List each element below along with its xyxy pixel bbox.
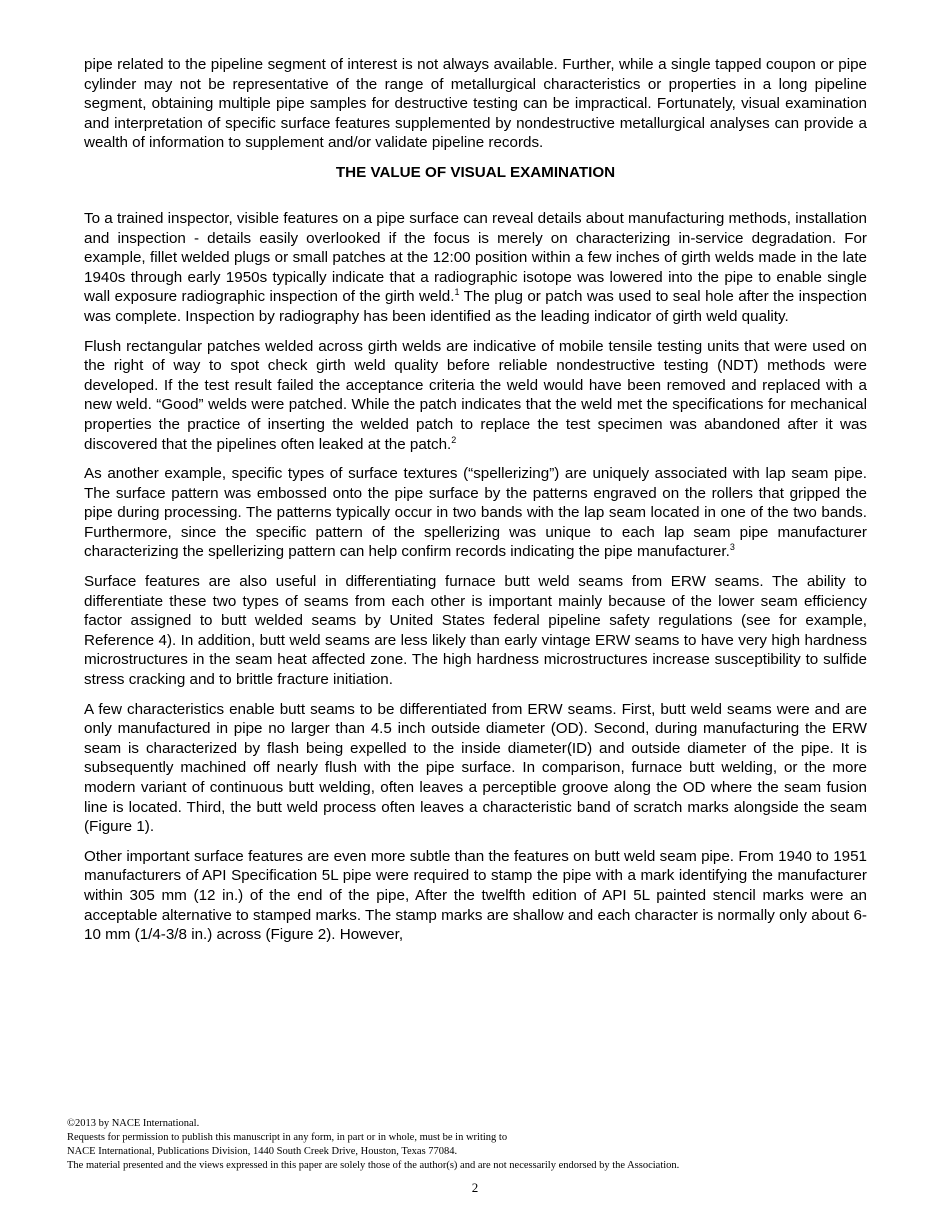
page-footer	[67, 1117, 887, 1173]
paragraph-tensile-patches	[84, 337, 867, 455]
paragraph-radiography	[84, 209, 867, 327]
footnote-ref-2[interactable]: 2	[451, 434, 457, 445]
footnote-ref-3[interactable]: 3	[729, 542, 735, 553]
footnote-ref-1[interactable]: 1	[454, 287, 460, 298]
paragraph-intro	[84, 55, 867, 153]
paragraph-text: pipe related to the pipeline segment of interest is not always available. Further, while a single tapped coupon or pipe cylinder may not be representative of the range of metallurgical characteristics or properties in a long pipeline segment, obtaining multiple pipe samples for destructive testing can be impractical. Fortunately, visual examination and interpretation of specific surface features supplemented by nondestructive metallurgical analyses can provide a wealth of information to supplement and/or validate pipeline records.	[84, 56, 867, 152]
page-number: 2	[471, 1180, 479, 1195]
footer-copyright: ©2013 by NACE International.	[67, 1118, 200, 1129]
paragraph-stamp-marks	[84, 847, 867, 945]
paragraph-text: Other important surface features are even more subtle than the features on butt weld seam pipe. From 1940 to 1951 manufacturers of API Specification 5L pipe were required to stamp the pipe with a mark identifying the manufacturer within 305 mm (12 in.) of the end of the pipe, After the twelfth edition of API 5L painted stencil marks were an acceptable alternative to stamped marks. The stamp marks are shallow and each character is normally only about 6-10 mm (1/4-3/8 in.) across (Figure 2). However,	[84, 847, 867, 944]
paragraph-butt-seam-characteristics	[84, 700, 867, 837]
paragraph-text: As another example, specific types of surface textures (“spellerizing”) are uniquely associated with lap seam pipe. The surface pattern was embossed onto the pipe surface by the patterns engraved on the rollers that gripped the pipe during processing. The patterns typically occur in two bands with the lap seam located in one of the two bands. Furthermore, since the specific pattern of the spellerizing was unique to each lap seam pipe manufacturer characterizing the spellerizing pattern can help confirm records indicating the pipe manufacturer.	[84, 465, 867, 561]
paragraph-spellerizing	[84, 464, 867, 562]
footer-address: NACE International, Publications Division, 1440 South Creek Drive, Houston, Texas 77084.	[67, 1146, 458, 1157]
paragraph-text: A few characteristics enable butt seams to be differentiated from ERW seams. First, butt weld seams were and are only manufactured in pipe no larger than 4.5 inch outside diameter (OD). Second, during manufacturing the ERW seam is characterized by flash being expelled to the inside diameter(ID) and outside diameter of the pipe. It is subsequently machined off nearly flush with the pipe surface. In comparison, furnace butt welding, or the more modern variant of continuous butt welding, often leaves a perceptible groove along the OD where the seam fusion line is located. Third, the butt weld process often leaves a characteristic band of scratch marks alongside the seam (Figure 1).	[84, 700, 867, 836]
paragraph-text-continued: The plug or patch was used to seal hole after the inspection was complete. Inspection by radiography has been identified as the leading indicator of girth weld quality.	[84, 288, 867, 325]
paragraph-text: To a trained inspector, visible features on a pipe surface can reveal details about manufacturing methods, installation and inspection - details easily overlooked if the focus is merely on characterizing in-service degradation. For example, fillet welded plugs or small patches at the 12:00 position within a few inches of girth welds made in the late 1940s through early 1950s typically indicate that a radiographic isotope was lowered into the pipe to enable single wall exposure radiographic inspection of the girth weld.	[84, 209, 867, 306]
paragraph-text: Flush rectangular patches welded across girth welds are indicative of mobile tensile testing units that were used on the right of way to spot check girth weld quality before reliable nondestructive testing (NDT) methods were developed. If the test result failed the acceptance criteria the weld would have been removed and replaced with a new weld. “Good” welds were patched. While the patch indicates that the weld met the specifications for mechanical properties the practice of inserting the welded patch to replace the test specimen was abandoned after it was discovered that the pipelines often leaked at the patch.	[84, 337, 867, 453]
paragraph-butt-weld-vs-erw	[84, 572, 867, 690]
footer-permission: Requests for permission to publish this manuscript in any form, in part or in whole, must be in writing to	[67, 1132, 508, 1143]
paragraph-text: Surface features are also useful in differentiating furnace butt weld seams from ERW seams. The ability to differentiate these two types of seams from each other is important mainly because of the lower seam efficiency factor assigned to butt welded seams by United States federal pipeline safety regulations (see for example, Reference 4). In addition, butt weld seams are less likely than early vintage ERW seams to have very high hardness microstructures in the seam heat affected zone. The high hardness microstructures increase susceptibility to sulfide stress cracking and to brittle fracture initiation.	[84, 573, 867, 689]
page-body	[84, 55, 867, 955]
section-heading: THE VALUE OF VISUAL EXAMINATION	[335, 163, 616, 181]
footer-disclaimer: The material presented and the views expressed in this paper are solely those of the author(s) and are not necessarily endorsed by the Association.	[67, 1160, 680, 1171]
